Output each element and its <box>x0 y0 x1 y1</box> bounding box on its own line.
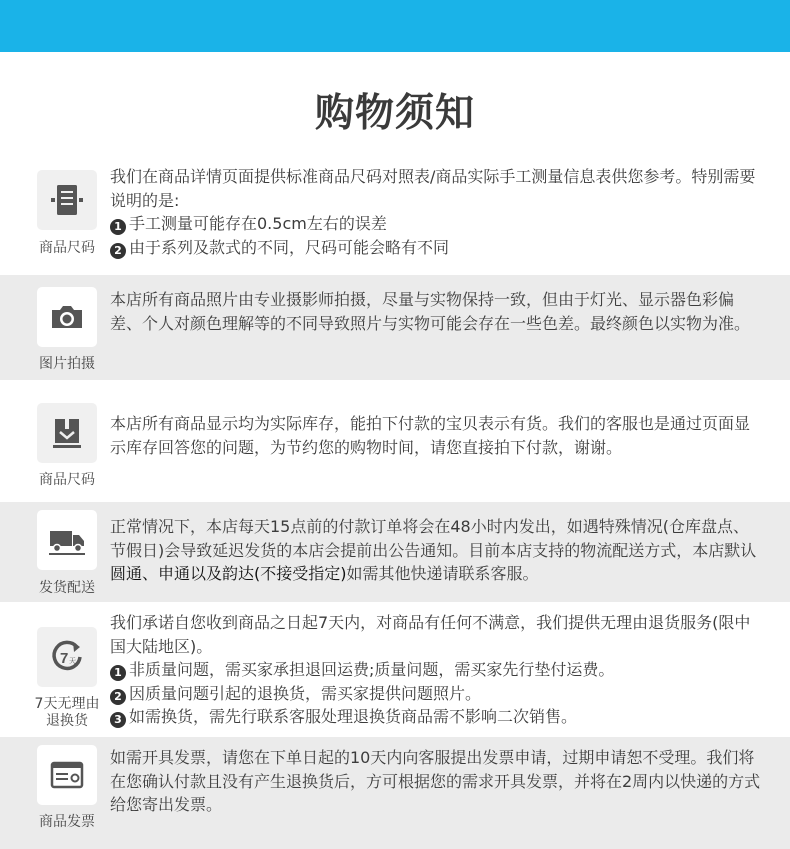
intro-text: 如需其他快递请联系客服。 <box>346 564 539 583</box>
section-label: 商品尺码 <box>39 472 95 488</box>
section-label: 商品发票 <box>39 814 95 830</box>
list-item-text: 因质量问题引起的退换货，需买家提供问题照片。 <box>129 683 482 703</box>
list-item-text: 由于系列及款式的不同，尺码可能会略有不同 <box>129 237 450 257</box>
section-text <box>110 165 762 259</box>
section-intro: 本店所有商品照片由专业摄影师拍摄，尽量与实物保持一致，但由于灯光、显示器色彩偏差、个人对颜色理解等的不同导致照片与实物可能会存在一些色差。最终颜色以实物为准。 <box>110 290 751 333</box>
list-item <box>110 236 762 260</box>
section-intro <box>110 515 762 586</box>
section-intro: 如需开具发票，请您在下单日起的10天内向客服提出发票申请，过期申请恕不受理。我们将在您确认付款且没有产生退换货后，方可根据您的需求开具发票，并将在2周内以快递的方式给您寄出发票。 <box>110 748 761 814</box>
section-stock <box>0 395 790 495</box>
carrier-highlight: 圆通、申通以及韵达(不接受指定) <box>110 564 347 583</box>
section-size <box>0 158 790 268</box>
svg-text:天: 天 <box>69 657 76 665</box>
list-item <box>110 658 762 682</box>
section-invoice <box>0 737 790 849</box>
section-text <box>110 288 762 335</box>
list-item-text: 手工测量可能存在0.5cm左右的误差 <box>129 214 387 233</box>
seven-day-return-icon <box>37 627 97 687</box>
list-item-text: 如需换货，需先行联系客服处理退换货商品需不影响二次销售。 <box>129 707 578 726</box>
svg-text:7: 7 <box>60 650 69 667</box>
bullet-number: 1 <box>110 665 126 681</box>
label-line: 退换货 <box>46 713 88 729</box>
section-text <box>110 746 762 817</box>
section-shipping <box>0 502 790 602</box>
bullet-number: 1 <box>110 219 126 235</box>
section-returns <box>0 607 790 733</box>
list-item-text: 非质量问题，需买家承担退回运费;质量问题，需买家先行垫付运费。 <box>129 660 615 679</box>
list-item <box>110 705 762 729</box>
truck-icon <box>37 510 97 570</box>
bullet-number: 2 <box>110 243 126 259</box>
bullet-number: 2 <box>110 689 126 705</box>
section-text <box>110 611 762 729</box>
list-item <box>110 212 762 236</box>
section-text <box>110 515 762 586</box>
camera-icon <box>37 287 97 347</box>
section-intro: 我们承诺自您收到商品之日起7天内，对商品有任何不满意，我们提供无理由退货服务(限中国大陆地区)。 <box>110 613 751 656</box>
section-label: 图片拍摄 <box>39 356 95 372</box>
invoice-icon <box>37 745 97 805</box>
top-banner <box>0 0 790 52</box>
section-intro: 本店所有商品显示均为实际库存，能拍下付款的宝贝表示有货。我们的客服也是通过页面显示库存回答您的问题，为节约您的购物时间，请您直接拍下付款，谢谢。 <box>110 414 751 457</box>
section-label: 商品尺码 <box>39 240 95 256</box>
section-label <box>28 696 106 730</box>
label-line: 7天无理由 <box>34 696 100 712</box>
package-icon <box>37 403 97 463</box>
section-intro: 我们在商品详情页面提供标准商品尺码对照表/商品实际手工测量信息表供您参考。特别需要说明的是: <box>110 167 756 210</box>
bullet-number: 3 <box>110 712 126 728</box>
section-label: 发货配送 <box>39 580 95 596</box>
page-title: 购物须知 <box>314 91 475 136</box>
list-item <box>110 682 762 706</box>
intro-text: 正常情况下，本店每天15点前的付款订单将会在48小时内发出，如遇特殊情况(仓库盘点、节假日)会导致延迟发货的本店会提前出公告通知。目前本店支持的物流配送方式，本店默认 <box>110 517 757 560</box>
section-photos <box>0 275 790 380</box>
section-text <box>110 412 762 459</box>
document-icon <box>37 170 97 230</box>
